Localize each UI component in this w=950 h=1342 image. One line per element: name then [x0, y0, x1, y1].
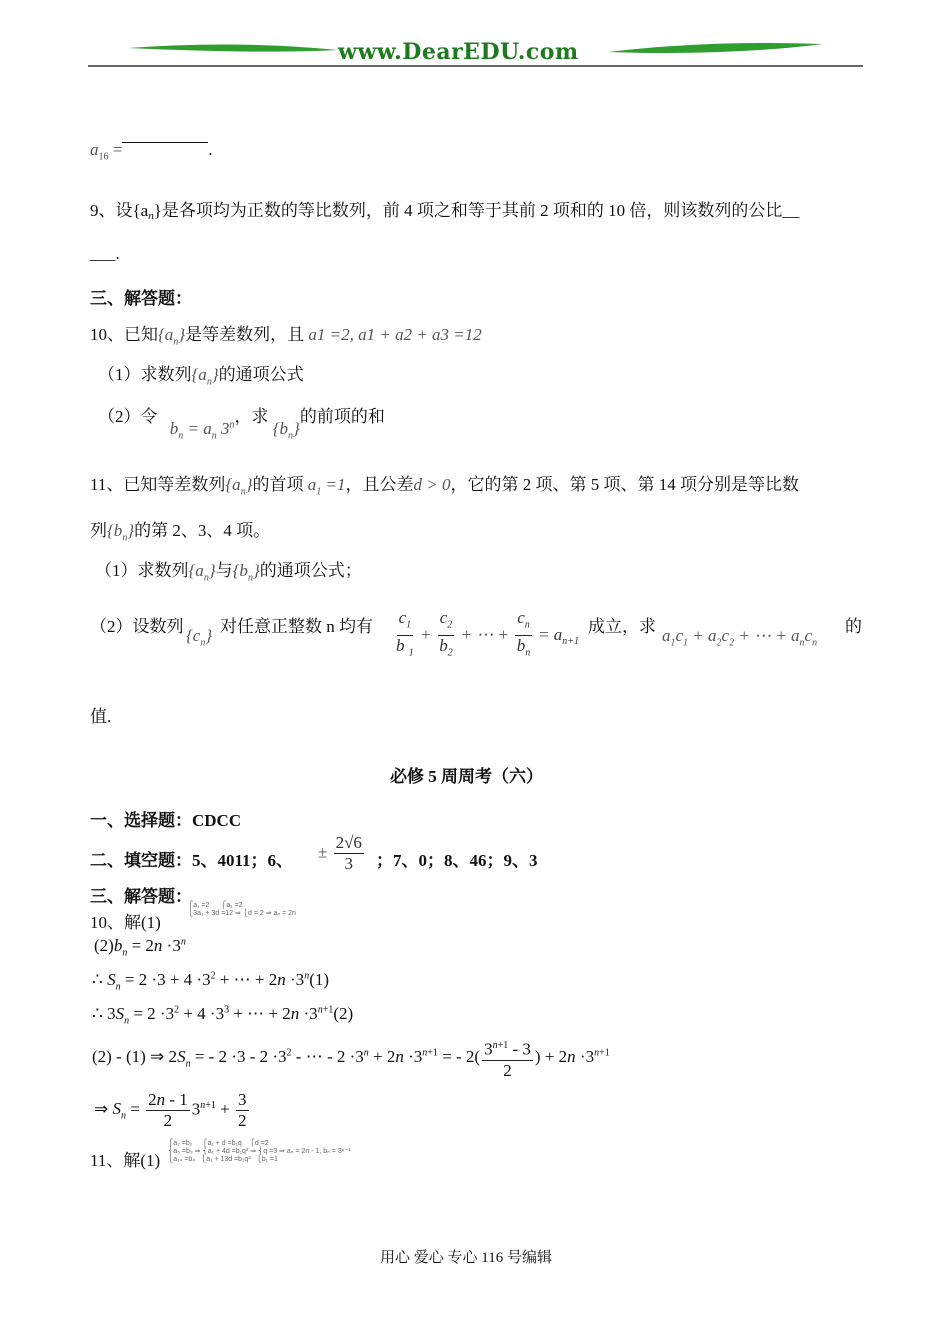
q11-cn-set: $\{c_n\}$: [186, 626, 213, 649]
q10-condition: a1 =2, a1 + a2 + a3 =12: [308, 325, 482, 344]
q11-part2-mid: 对任意正整数 n 均有: [220, 617, 373, 636]
q10-part2: （2）令 $b_n = a_n$ 3$^n$，求 $\{b_n\}$的前项的和: [98, 407, 385, 442]
answer-10-result: ⇒ $S_n$ = $\frac{2n - 1}{2}$ $3^{n+1}$ + $\frac{3}{2}$: [94, 1090, 247, 1130]
page-header: [88, 36, 863, 70]
section-heading: 三、解答题：: [90, 289, 192, 308]
q11-target-sum: $a_1c_1 + a_2c_2$ + ⋯ + $a_nc_n$: [662, 626, 818, 649]
answer-10-label: 10、解(1): [90, 913, 161, 932]
answer-10-line-3sn: ∴ $3S_n = 2 \cdot 3^2 + 4 \cdot 3^3$ + ⋯ + $2n \cdot 3^{n+1}(2)$: [92, 1004, 354, 1027]
answers-title: 必修 5 周周考（六）: [390, 767, 543, 786]
q11-part2: （2）设数列: [90, 617, 184, 636]
question-11-line1: 11、已知等差数列$\{a_n\}$的首项 $a_1 =1$，且公差d > 0，它的第 2 项、第 5 项、第 14 项分别是等比数: [90, 475, 799, 498]
question-11-line2: 列$\{b_n\}$的第 2、3、4 项。: [90, 521, 271, 544]
q10-part1: （1）求数列$\{a_n\}$的通项公式: [98, 365, 304, 388]
q11-part2-tail: 成立，求: [588, 617, 656, 636]
q11-value: 值.: [90, 707, 112, 726]
answer-10-tiny-system: ⎧a₁ =2 ⎧a₁ =2 ⎩3a₁ + 3d =12 ⇒ ⎩d = 2 ⇒ aₙ = 2n: [188, 902, 296, 917]
answer-10-line-diff: (2) - (1) ⇒ $2S_n$ = - $2 \cdot 3 - 2 \cdot 3^2$ - ⋯ - $2 \cdot 3^n + 2n \cdot 3^{n+1}$ = - 2( $\frac{3^{n+1} - 3}{2}$ ) + $2n \cdot 3^{n+1}$: [92, 1036, 610, 1081]
page-footer: 用心 爱心 专心 116 号编辑: [380, 1250, 552, 1266]
q8-answer-blank: $a_{16}$ = .: [90, 140, 213, 163]
answer-6-fraction: ± $\frac{2√6}{3}$: [318, 833, 362, 873]
answers-fill-rest: ；7、0；8、46；9、3: [376, 851, 538, 870]
question-9: 9、设{an}是各项均为正数的等比数列，前 4 项之和等于其前 2 项和的 10 倍，则该数列的公比__: [90, 201, 800, 222]
site-logo-text: www.DearEDU.com: [338, 39, 579, 65]
answer-11-tiny-system: ⎧a₂ =b₂ ⎧a₁ + d =b₁q ⎧d =2 ⎨a₅ =b₃ ⇒ ⎨a₁ + 4d =b₁q² ⇒ ⎨q =3 ⇒ aₙ = 2n - 1, bₙ = 3ⁿ⁻¹ ⎩a₁₄ =b₄ ⎩a₁ + 13d =b₁q³ ⎩b₁ =1: [168, 1140, 351, 1163]
answer-10-line-bn: $(2)b_n = 2n \cdot 3^n$: [94, 936, 186, 959]
question-10: 10、已知$\{a_n\}$是等差数列，且 a1 =2, a1 + a2 + a3 =12: [90, 325, 482, 348]
answers-fill: 二、填空题：5、4011；6、: [90, 851, 294, 870]
answers-section3: 三、解答题：: [90, 887, 192, 906]
q11-part2-end: 的: [845, 617, 862, 636]
answer-11-label: 11、解(1): [90, 1151, 161, 1170]
question-9-blank: ___.: [90, 244, 120, 263]
q11-part1: （1）求数列$\{a_n\}$与$\{b_n\}$的通项公式；: [95, 561, 362, 584]
q11-sum-formula: $\frac{c_1}{b _1}$ + $\frac{c_2}{b_2}$ + ⋯ + $\frac{c_n}{b_n}$ = $a_{n+1}$: [396, 608, 580, 659]
answers-choice: 一、选择题：CDCC: [90, 811, 242, 830]
answer-10-line-sn: ∴ $S_n = 2 \cdot 3 + 4 \cdot 3^2$ + ⋯ + $2n \cdot 3^n(1)$: [92, 970, 330, 993]
